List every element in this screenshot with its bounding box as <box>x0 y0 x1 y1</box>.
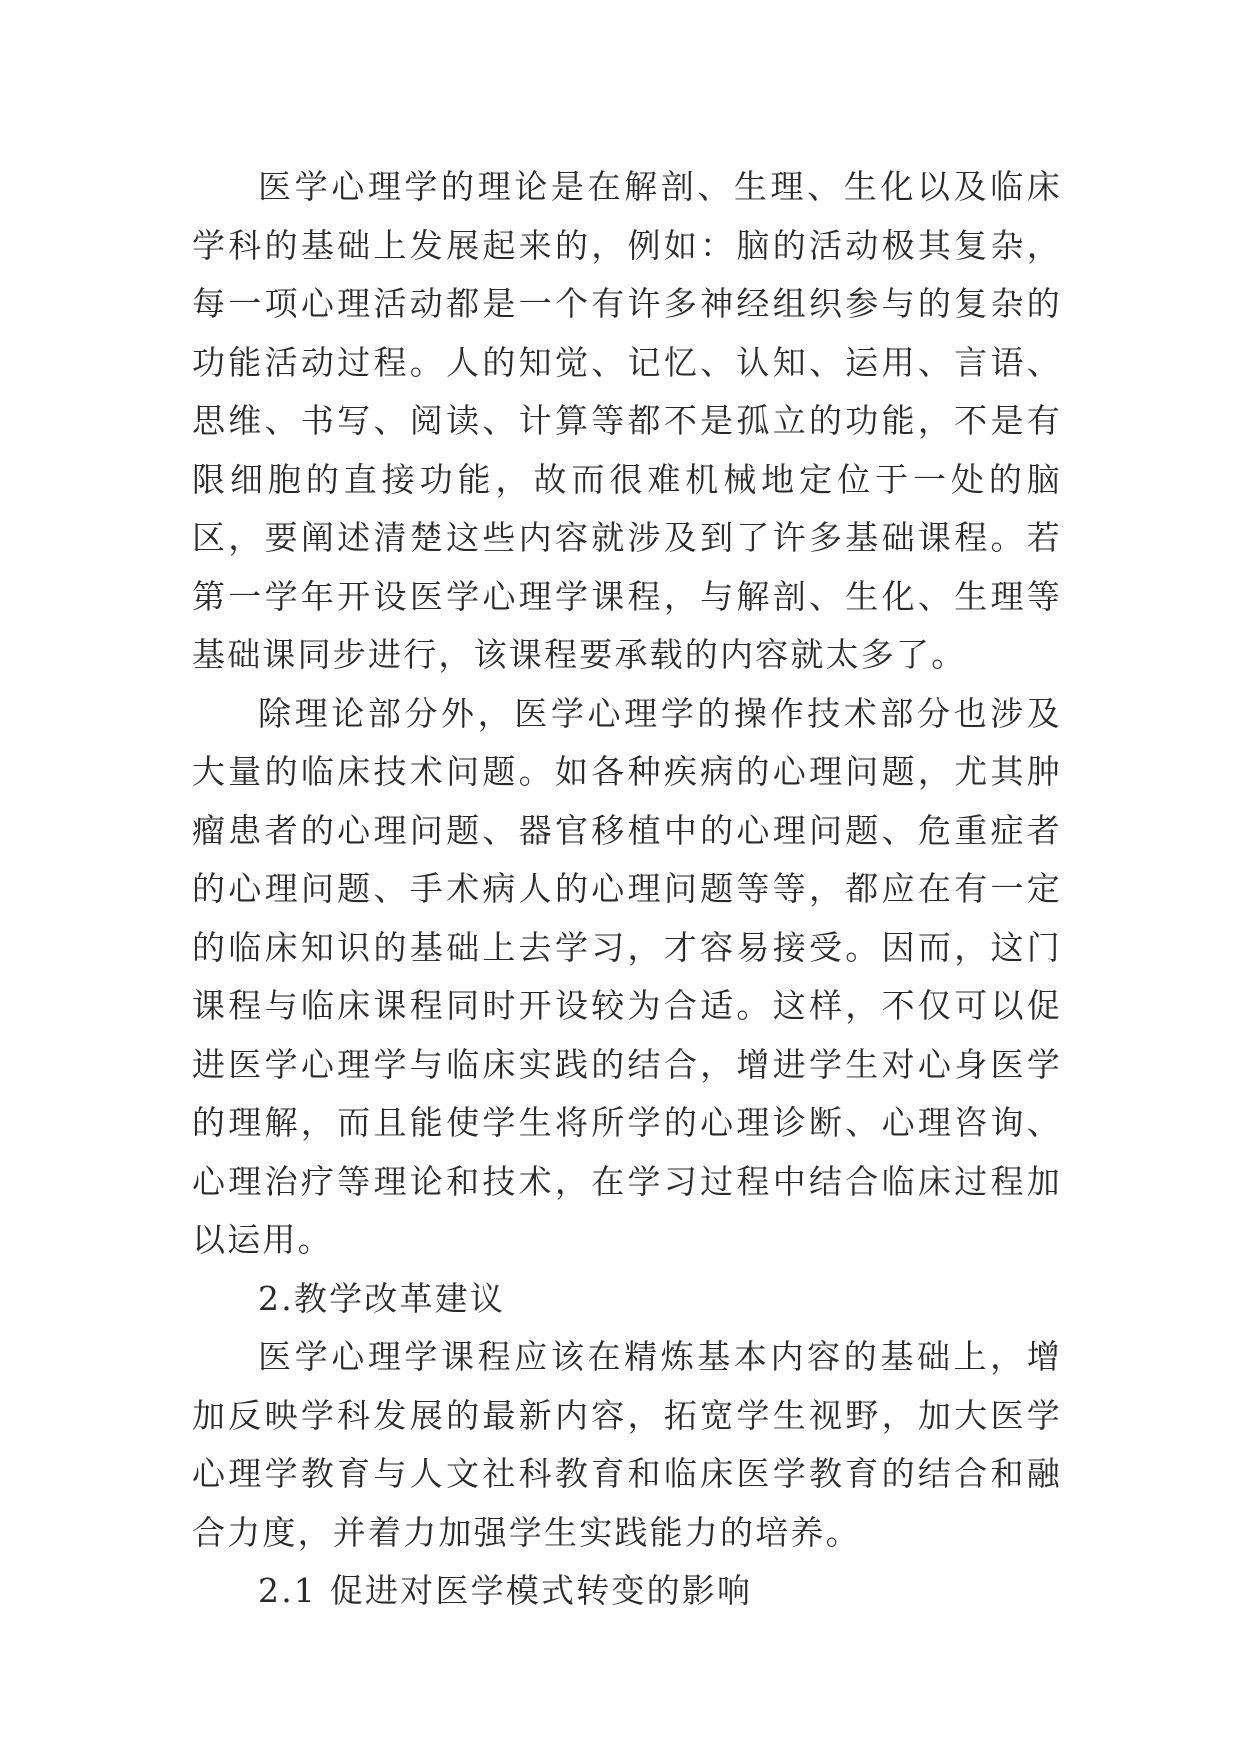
section-heading-reform: 2.教学改革建议 <box>258 1278 506 1318</box>
paragraph-technical-part: 除理论部分外，医学心理学的操作技术部分也涉及大量的临床技术问题。如各种疾病的心理问题，尤其肿瘤患者的心理问题、器官移植中的心理问题、危重症者的心理问题、手术病人的心理问题等等，都应在有一定的临床知识的基础上去学习，才容易接受。因而，这门课程与临床课程同时开设较为合适。这样，不仅可以促进医学心理学与临床实践的结合，增进学生对心身医学的理解，而且能使学生将所学的心理诊断、心理咨询、心理治疗等理论和技术，在学习过程中结合临床过程加以运用。 <box>192 693 1062 1259</box>
subsection-heading-model-change: 2.1 促进对医学模式转变的影响 <box>258 1571 753 1610</box>
paragraph-reform-suggestion: 医学心理学课程应该在精炼基本内容的基础上，增加反映学科发展的最新内容，拓宽学生视野，加大医学心理学教育与人文社科教育和临床医学教育的结合和融合力度，并着力加强学生实践能力的培养。 <box>192 1337 1062 1552</box>
document-body <box>192 158 1062 1621</box>
paragraph-theory-basis: 医学心理学的理论是在解剖、生理、生化以及临床学科的基础上发展起来的，例如：脑的活动极其复杂，每一项心理活动都是一个有许多神经组织参与的复杂的功能活动过程。人的知觉、记忆、认知、运用、言语、思维、书写、阅读、计算等都不是孤立的功能，不是有限细胞的直接功能，故而很难机械地定位于一处的脑区，要阐述清楚这些内容就涉及到了许多基础课程。若第一学年开设医学心理学课程，与解剖、生化、生理等基础课同步进行，该课程要承载的内容就太多了。 <box>192 167 1062 674</box>
